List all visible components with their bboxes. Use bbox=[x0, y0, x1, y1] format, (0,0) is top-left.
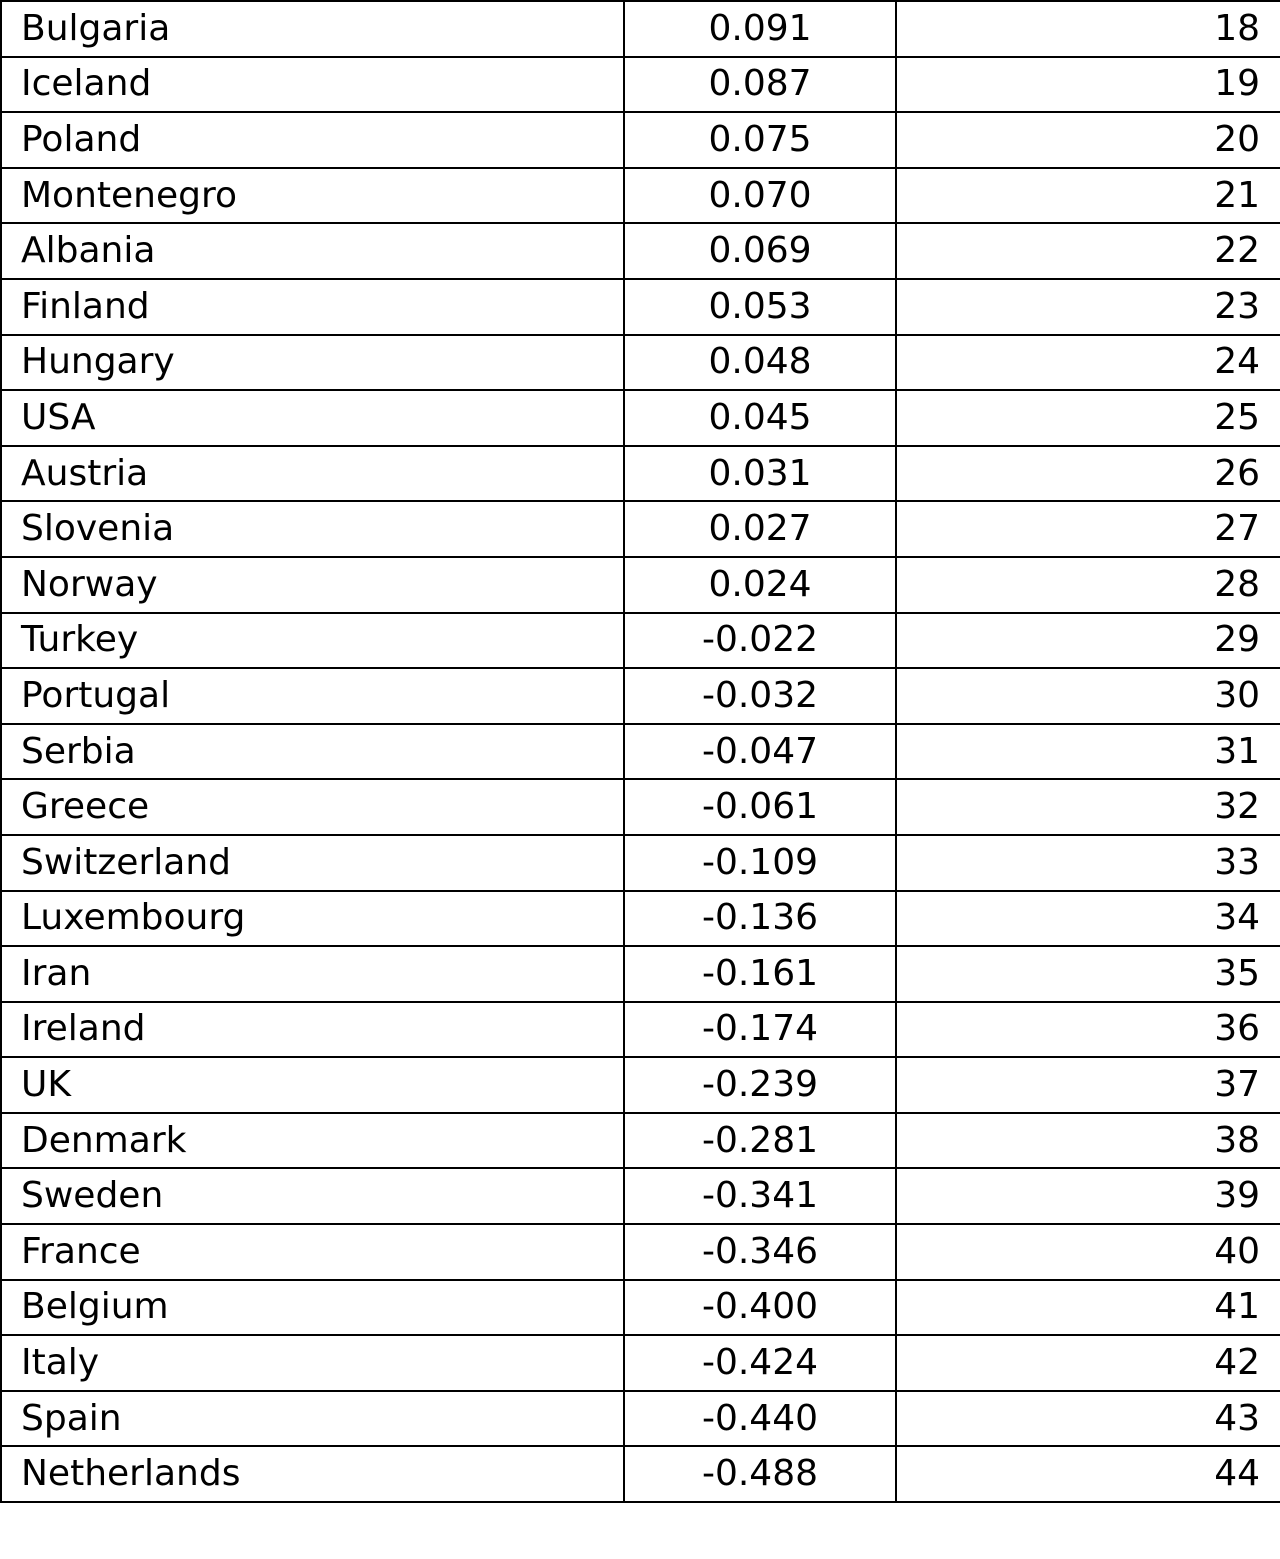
table-row bbox=[1, 112, 1280, 168]
value-cell: -0.109 bbox=[624, 835, 896, 891]
country-cell: Turkey bbox=[1, 613, 624, 669]
rank-cell: 40 bbox=[896, 1224, 1280, 1280]
rank-cell: 43 bbox=[896, 1391, 1280, 1447]
rank-cell: 21 bbox=[896, 168, 1280, 224]
rank-cell: 38 bbox=[896, 1113, 1280, 1169]
value-cell: 0.087 bbox=[624, 57, 896, 113]
country-cell: Montenegro bbox=[1, 168, 624, 224]
table-body bbox=[1, 1, 1280, 1502]
table-row bbox=[1, 1168, 1280, 1224]
country-cell: Austria bbox=[1, 446, 624, 502]
table-row bbox=[1, 557, 1280, 613]
value-cell: 0.024 bbox=[624, 557, 896, 613]
rank-cell: 30 bbox=[896, 668, 1280, 724]
value-cell: 0.053 bbox=[624, 279, 896, 335]
country-cell: Greece bbox=[1, 779, 624, 835]
table-row bbox=[1, 1391, 1280, 1447]
country-cell: Belgium bbox=[1, 1280, 624, 1336]
country-cell: Hungary bbox=[1, 335, 624, 391]
rank-cell: 25 bbox=[896, 390, 1280, 446]
table-row bbox=[1, 1280, 1280, 1336]
rank-cell: 36 bbox=[896, 1002, 1280, 1058]
table-row bbox=[1, 1002, 1280, 1058]
country-cell: Italy bbox=[1, 1335, 624, 1391]
value-cell: -0.341 bbox=[624, 1168, 896, 1224]
country-cell: Albania bbox=[1, 223, 624, 279]
country-cell: USA bbox=[1, 390, 624, 446]
rank-cell: 37 bbox=[896, 1057, 1280, 1113]
table-row bbox=[1, 779, 1280, 835]
country-cell: Switzerland bbox=[1, 835, 624, 891]
value-cell: -0.281 bbox=[624, 1113, 896, 1169]
country-cell: Spain bbox=[1, 1391, 624, 1447]
country-cell: Norway bbox=[1, 557, 624, 613]
country-cell: UK bbox=[1, 1057, 624, 1113]
table-row bbox=[1, 946, 1280, 1002]
table-row bbox=[1, 835, 1280, 891]
value-cell: -0.047 bbox=[624, 724, 896, 780]
rank-cell: 39 bbox=[896, 1168, 1280, 1224]
country-cell: Luxembourg bbox=[1, 891, 624, 947]
country-cell: Poland bbox=[1, 112, 624, 168]
country-cell: Serbia bbox=[1, 724, 624, 780]
value-cell: -0.136 bbox=[624, 891, 896, 947]
country-cell: Bulgaria bbox=[1, 1, 624, 57]
value-cell: -0.174 bbox=[624, 1002, 896, 1058]
table-row bbox=[1, 1057, 1280, 1113]
country-cell: Ireland bbox=[1, 1002, 624, 1058]
country-cell: Sweden bbox=[1, 1168, 624, 1224]
value-cell: 0.069 bbox=[624, 223, 896, 279]
value-cell: -0.346 bbox=[624, 1224, 896, 1280]
country-cell: Slovenia bbox=[1, 501, 624, 557]
table-row bbox=[1, 724, 1280, 780]
country-cell: Iran bbox=[1, 946, 624, 1002]
rank-cell: 19 bbox=[896, 57, 1280, 113]
value-cell: 0.031 bbox=[624, 446, 896, 502]
table-row bbox=[1, 501, 1280, 557]
rank-cell: 35 bbox=[896, 946, 1280, 1002]
value-cell: -0.032 bbox=[624, 668, 896, 724]
table-row bbox=[1, 1, 1280, 57]
value-cell: -0.061 bbox=[624, 779, 896, 835]
table-row bbox=[1, 613, 1280, 669]
rank-cell: 31 bbox=[896, 724, 1280, 780]
value-cell: -0.440 bbox=[624, 1391, 896, 1447]
country-cell: Finland bbox=[1, 279, 624, 335]
rank-cell: 29 bbox=[896, 613, 1280, 669]
value-cell: 0.045 bbox=[624, 390, 896, 446]
rank-cell: 33 bbox=[896, 835, 1280, 891]
value-cell: 0.070 bbox=[624, 168, 896, 224]
rank-cell: 44 bbox=[896, 1446, 1280, 1502]
table-row bbox=[1, 335, 1280, 391]
value-cell: 0.048 bbox=[624, 335, 896, 391]
rank-cell: 26 bbox=[896, 446, 1280, 502]
value-cell: -0.022 bbox=[624, 613, 896, 669]
rank-cell: 32 bbox=[896, 779, 1280, 835]
table-row bbox=[1, 57, 1280, 113]
rank-cell: 28 bbox=[896, 557, 1280, 613]
country-cell: Portugal bbox=[1, 668, 624, 724]
rank-cell: 41 bbox=[896, 1280, 1280, 1336]
value-cell: -0.161 bbox=[624, 946, 896, 1002]
value-cell: -0.239 bbox=[624, 1057, 896, 1113]
rank-cell: 18 bbox=[896, 1, 1280, 57]
rank-cell: 23 bbox=[896, 279, 1280, 335]
value-cell: -0.400 bbox=[624, 1280, 896, 1336]
rank-cell: 24 bbox=[896, 335, 1280, 391]
country-cell: Netherlands bbox=[1, 1446, 624, 1502]
country-cell: France bbox=[1, 1224, 624, 1280]
table-row bbox=[1, 1113, 1280, 1169]
country-cell: Denmark bbox=[1, 1113, 624, 1169]
table-row bbox=[1, 668, 1280, 724]
rank-cell: 27 bbox=[896, 501, 1280, 557]
value-cell: 0.091 bbox=[624, 1, 896, 57]
table-row bbox=[1, 891, 1280, 947]
table-row bbox=[1, 446, 1280, 502]
table-row bbox=[1, 1224, 1280, 1280]
table-row bbox=[1, 168, 1280, 224]
rank-cell: 22 bbox=[896, 223, 1280, 279]
rank-cell: 42 bbox=[896, 1335, 1280, 1391]
value-cell: -0.424 bbox=[624, 1335, 896, 1391]
value-cell: -0.488 bbox=[624, 1446, 896, 1502]
table-row bbox=[1, 1335, 1280, 1391]
value-cell: 0.075 bbox=[624, 112, 896, 168]
rank-cell: 34 bbox=[896, 891, 1280, 947]
rank-cell: 20 bbox=[896, 112, 1280, 168]
table-row bbox=[1, 223, 1280, 279]
value-cell: 0.027 bbox=[624, 501, 896, 557]
table-row bbox=[1, 390, 1280, 446]
table-row bbox=[1, 1446, 1280, 1502]
table-row bbox=[1, 279, 1280, 335]
country-cell: Iceland bbox=[1, 57, 624, 113]
